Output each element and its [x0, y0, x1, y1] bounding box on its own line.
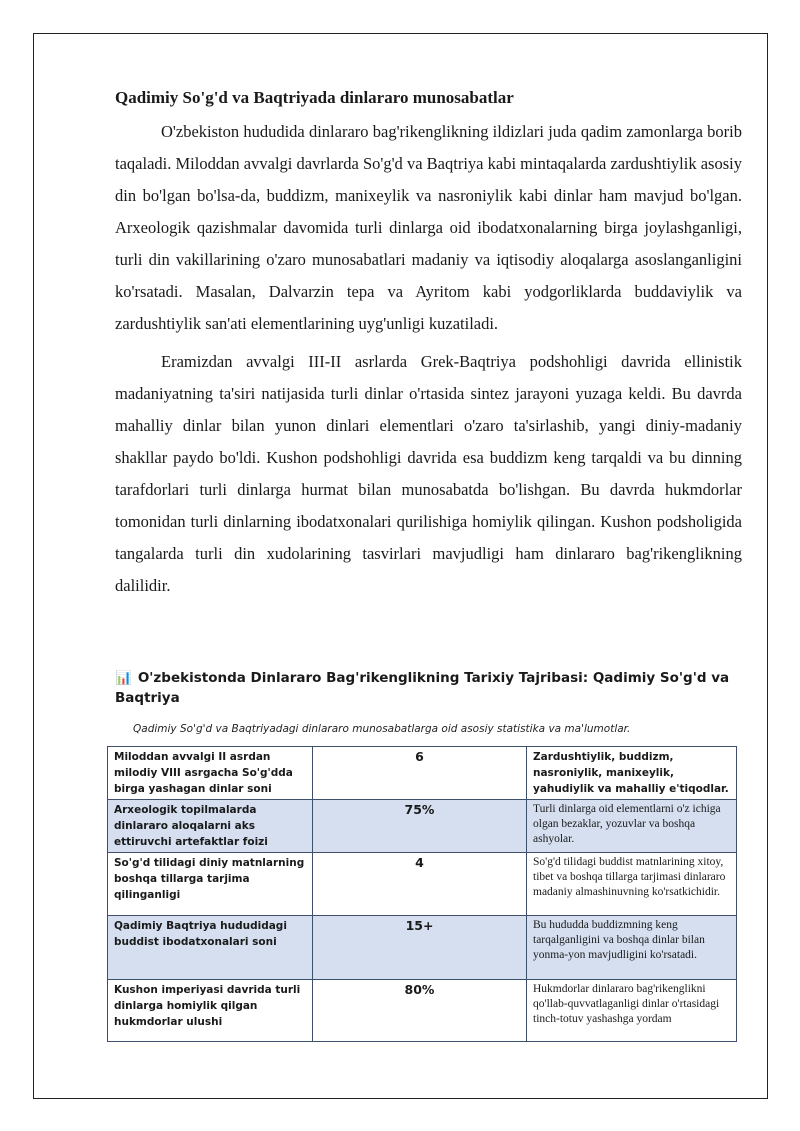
row-note: So'g'd tilidagi buddist matnlarining xitoy, tibet va boshqa tillarga tarjimasi dinlararo madaniy almashinuvning ko'rsatkichidir.	[527, 853, 737, 916]
row-label: Kushon imperiyasi davrida turli dinlarga homiylik qilgan hukmdorlar ulushi	[108, 980, 313, 1042]
table-row	[108, 853, 737, 916]
row-note: Bu hududda buddizmning keng tarqalganligini va boshqa dinlar bilan yonma-yon mavjudligini ko'rsatadi.	[527, 916, 737, 980]
row-note: Zardushtiylik, buddizm, nasroniylik, manixeylik, yahudiylik va mahalliy e'tiqodlar.	[527, 747, 737, 800]
table-caption: Qadimiy So'g'd va Baqtriyadagi dinlararo munosabatlarga oid asosiy statistika va ma'lumotlar.	[133, 723, 631, 735]
document-body	[115, 86, 742, 608]
row-note: Hukmdorlar dinlararo bag'rikenglikni qo'llab-quvvatlaganligi dinlar o'rtasidagi tinch-totuv yashashga yordam	[527, 980, 737, 1042]
table-row	[108, 916, 737, 980]
row-label: Arxeologik topilmalarda dinlararo aloqalarni aks ettiruvchi artefaktlar foizi	[108, 800, 313, 853]
paragraph-2: Eramizdan avvalgi III-II asrlarda Grek-Baqtriya podshohligi davrida ellinistik madaniyatning ta'siri natijasida turli dinlar o'rtasida sintez jarayoni yuzaga keldi. Bu davrda mahalliy dinlar bilan yunon dinlari elementlari o'zaro ta'sirlashib, yangi diniy-madaniy shakllar paydo bo'ldi. Kushon podshohligi davrida esa buddizm keng tarqaldi va bu dinning tarafdorlari turli dinlarga hurmat bilan munosabatda bo'lishgan. Bu davrda hukmdorlar tomonidan turli dinlarning ibodatxonalari qurilishiga homiylik qilingan. Kushon podsholigida tangalarda turli din xudolarining tasvirlari mavjudligi ham dinlararo bag'rikenglikning dalilidir.	[115, 352, 742, 595]
table-row	[108, 747, 737, 800]
row-value: 6	[313, 747, 527, 800]
row-value: 4	[313, 853, 527, 916]
row-note: Turli dinlarga oid elementlarni o'z ichiga olgan bezaklar, yozuvlar va boshqa ashyolar.	[527, 800, 737, 853]
paragraph-1: O'zbekiston hududida dinlararo bag'rikenglikning ildizlari juda qadim zamonlarga borib taqaladi. Miloddan avvalgi davrlarda So'g'd va Baqtriya kabi mintaqalarda zardushtiylik asosiy din bo'lgan bo'lsa-da, buddizm, manixeylik va nasroniylik kabi dinlar ham mavjud bo'lgan. Arxeologik qazishmalar davomida turli dinlarga oid ibodatxonalarning birga joylashganligi, turli din vakillarining o'zaro munosabatlari madaniy va iqtisodiy aloqalarga asoslanganligini ko'rsatadi. Masalan, Dalvarzin tepa va Ayritom kabi yodgorliklarda buddaviylik va zardushtiylik san'ati elementlarining uyg'unligi kuzatiladi.	[115, 122, 742, 333]
row-label: Miloddan avvalgi II asrdan milodiy VIII asrgacha So'g'dda birga yashagan dinlar soni	[108, 747, 313, 800]
table-row	[108, 980, 737, 1042]
table-title	[115, 668, 735, 708]
row-value: 15+	[313, 916, 527, 980]
bar-chart-icon: 📊	[115, 670, 132, 686]
table-title-text: O'zbekistonda Dinlararo Bag'rikenglikning Tarixiy Tajribasi: Qadimiy So'g'd va Baqtriya	[115, 670, 730, 706]
row-label: Qadimiy Baqtriya hududidagi buddist ibodatxonalari soni	[108, 916, 313, 980]
row-label: So'g'd tilidagi diniy matnlarning boshqa tillarga tarjima qilinganligi	[108, 853, 313, 916]
table-row	[108, 800, 737, 853]
row-value: 75%	[313, 800, 527, 853]
section-heading: Qadimiy So'g'd va Baqtriyada dinlararo munosabatlar	[115, 88, 514, 107]
row-value: 80%	[313, 980, 527, 1042]
statistics-table	[107, 746, 737, 1042]
